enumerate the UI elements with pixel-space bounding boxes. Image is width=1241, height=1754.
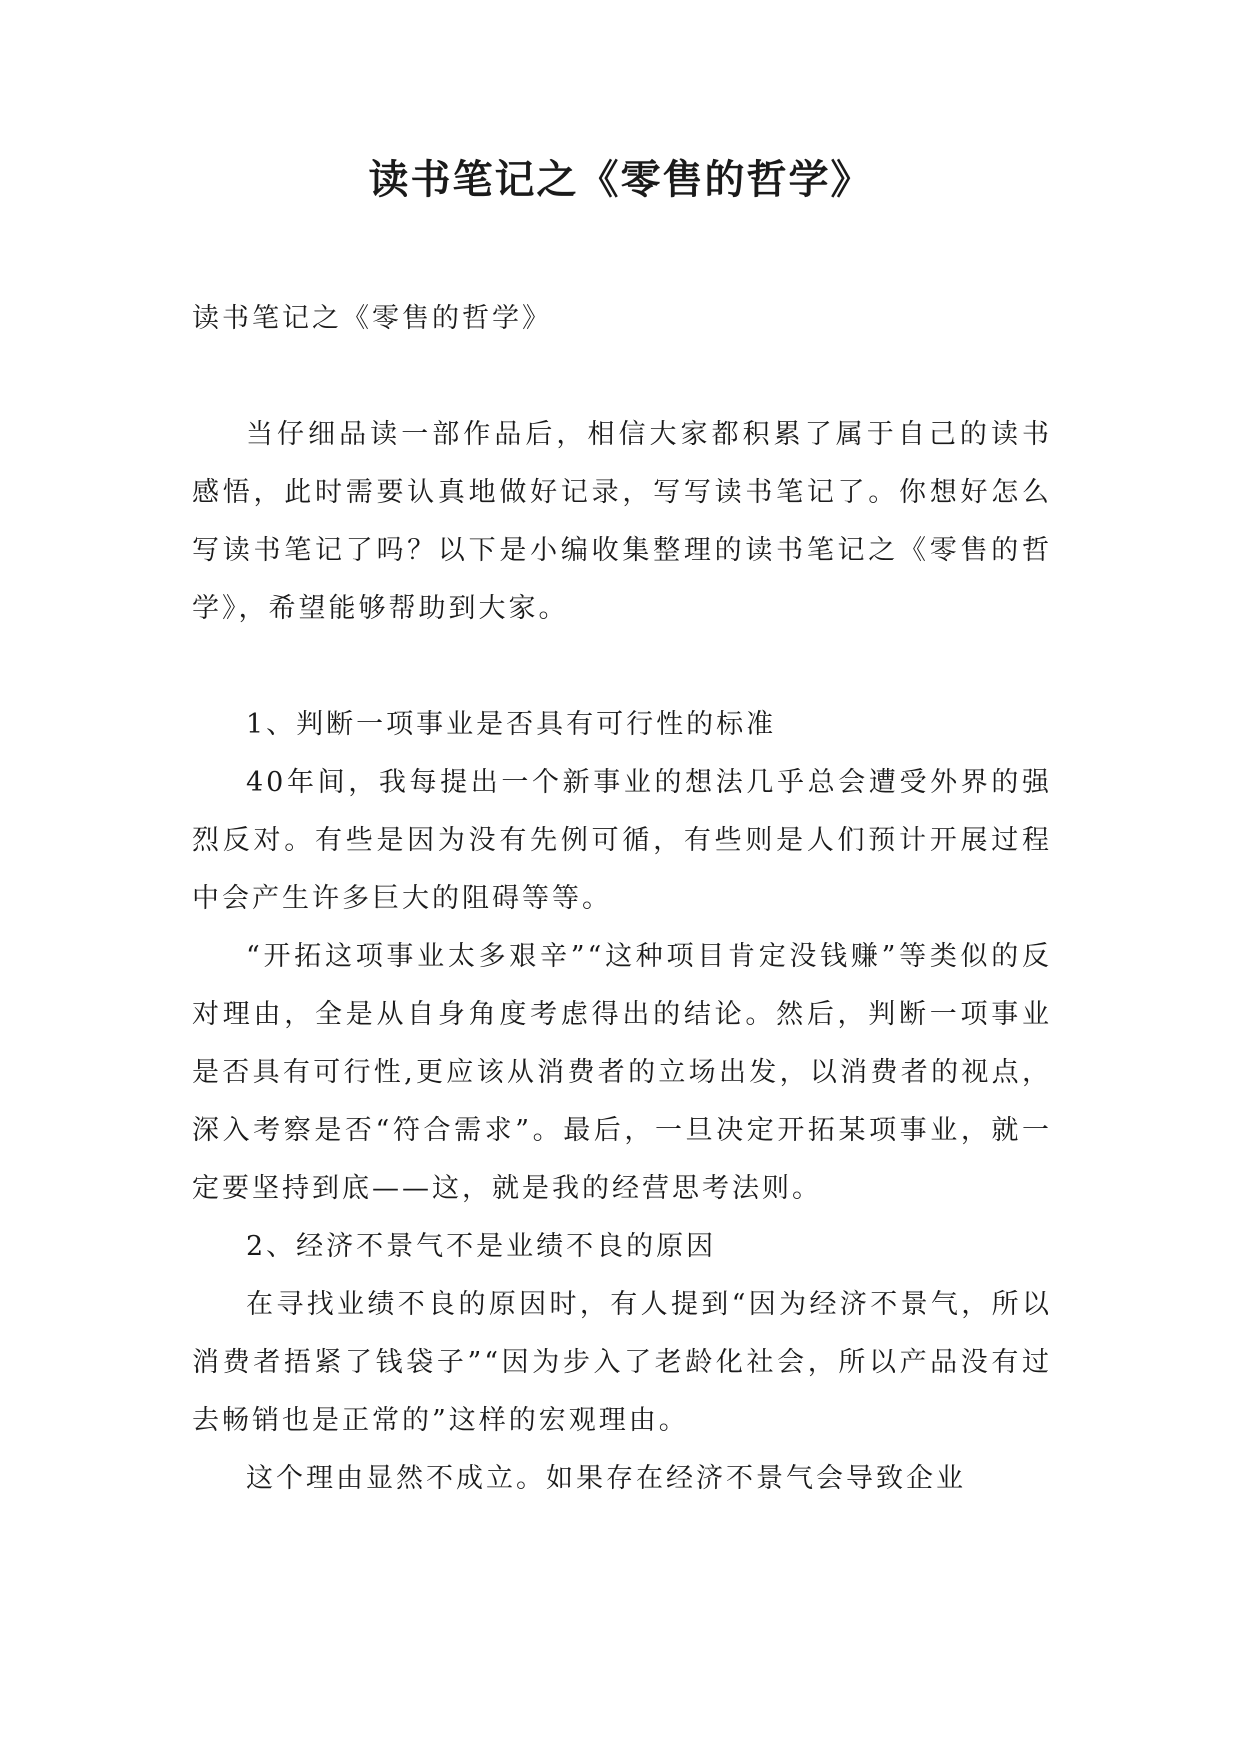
section-heading-2: 2、经济不景气不是业绩不良的原因 bbox=[246, 1231, 717, 1262]
document-body bbox=[192, 290, 1052, 1508]
section-heading-1: 1、判断一项事业是否具有可行性的标准 bbox=[246, 709, 777, 740]
intro-paragraph: 当仔细品读一部作品后，相信大家都积累了属于自己的读书感悟，此时需要认真地做好记录，写写读书笔记了。你想好怎么写读书笔记了吗？以下是小编收集整理的读书笔记之《零售的哲学》，希望能够帮助到大家。 bbox=[192, 419, 1052, 624]
paragraph-gap bbox=[192, 638, 1052, 696]
body-paragraph: 这个理由显然不成立。如果存在经济不景气会导致企业 bbox=[246, 1463, 966, 1494]
document-subtitle: 读书笔记之《零售的哲学》 bbox=[192, 303, 552, 334]
body-paragraph: 在寻找业绩不良的原因时，有人提到“因为经济不景气，所以消费者捂紧了钱袋子”“因为步入了老龄化社会，所以产品没有过去畅销也是正常的”这样的宏观理由。 bbox=[192, 1289, 1052, 1436]
document-title: 读书笔记之《零售的哲学》 bbox=[368, 156, 873, 203]
body-paragraph: 40年间，我每提出一个新事业的想法几乎总会遭受外界的强烈反对。有些是因为没有先例可循，有些则是人们预计开展过程中会产生许多巨大的阻碍等等。 bbox=[192, 767, 1052, 914]
body-paragraph: “开拓这项事业太多艰辛”“这种项目肯定没钱赚”等类似的反对理由，全是从自身角度考虑得出的结论。然后，判断一项事业是否具有可行性,更应该从消费者的立场出发，以消费者的视点，深入考察是否“符合需求”。最后，一旦决定开拓某项事业，就一定要坚持到底——这，就是我的经营思考法则。 bbox=[192, 941, 1052, 1204]
